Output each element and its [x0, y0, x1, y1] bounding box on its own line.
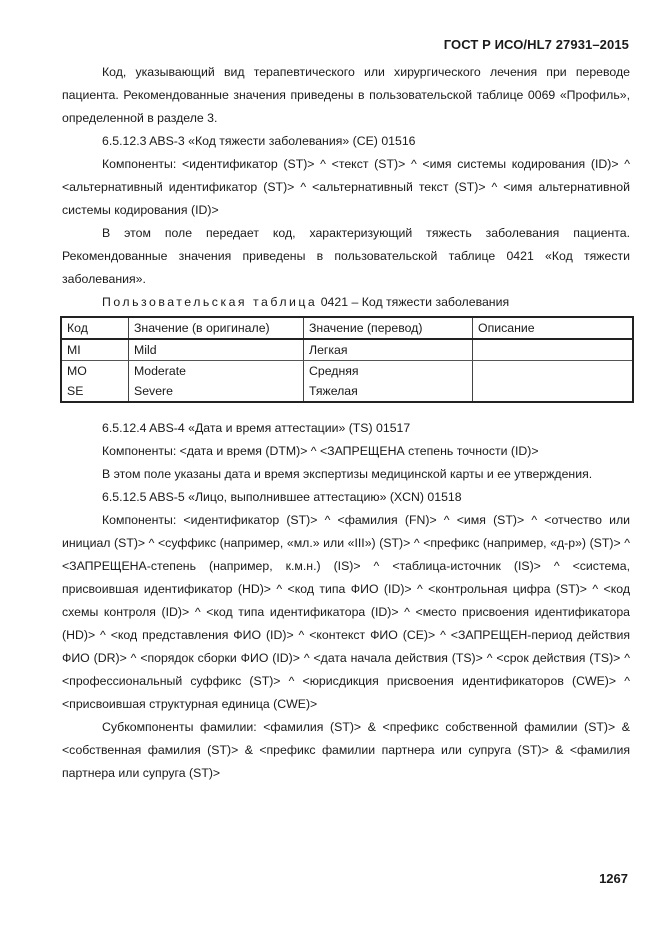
page-number: 1267 — [599, 871, 628, 886]
table-row — [61, 339, 633, 361]
cell-code: MO — [61, 361, 129, 382]
paragraph-abs3-description: В этом поле передает код, характеризующий тяжесть заболевания пациента. Рекомендованные значения приведены в пользовательской таблице 0421 «Код тяжести заболевания». — [62, 226, 630, 286]
paragraph-transfer-code: Код, указывающий вид терапевтического или хирургического лечения при переводе пациента. Рекомендованные значения приведены в пользовательской таблице 0069 «Профиль», определенной в разделе 3. — [62, 65, 630, 125]
section-heading-abs5: 6.5.12.5 ABS-5 «Лицо, выполнившее аттестацию» (XCN) 01518 — [102, 490, 462, 504]
cell-original-value: Moderate — [129, 361, 304, 382]
cell-translated-value: Тяжелая — [304, 381, 473, 402]
section-heading-abs4: 6.5.12.4 ABS-4 «Дата и время аттестации» (TS) 01517 — [102, 421, 411, 435]
table-caption — [62, 291, 630, 314]
cell-original-value: Severe — [129, 381, 304, 402]
cell-description — [473, 381, 634, 402]
cell-description — [473, 339, 634, 361]
column-header-translated-value: Значение (перевод) — [304, 317, 473, 339]
standard-header: ГОСТ Р ИСО/HL7 27931–2015 — [443, 37, 629, 52]
cell-translated-value: Средняя — [304, 361, 473, 382]
cell-original-value: Mild — [129, 339, 304, 361]
table-row — [61, 381, 633, 402]
table-header-row — [61, 317, 633, 339]
paragraph-abs4-description: В этом поле указаны дата и время экспертизы медицинской карты и ее утверждения. — [102, 467, 593, 481]
column-header-code: Код — [61, 317, 129, 339]
paragraph-abs5-components: Компоненты: <идентификатор (ST)> ^ <фамилия (FN)> ^ <имя (ST)> ^ <отчество или инициал (ST)> ^ <суффикс (например, «мл.» или «III») (ST)> ^ <префикс (например, «д-р») (ST)> ^ <ЗАПРЕЩЕНА-степень (например, к.м.н.) (IS)> ^ <таблица-источник (IS)> ^ <система, присвоившая идентификатор (HD)> ^ <код типа ФИО (ID)> ^ <контрольная цифра (ST)> ^ <код схемы контроля (ID)> ^ <код типа идентификатора (ID)> ^ <место присвоения идентификатора (HD)> ^ <код представления ФИО (ID)> ^ <контекст ФИО (CE)> ^ <ЗАПРЕЩЕН-период действия ФИО (DR)> ^ <порядок сборки ФИО (ID)> ^ <дата начала действия (TS)> ^ <срок действия (TS)> ^ <профессиональный суффикс (ST)> ^ <юрисдикция присвоения идентификаторов (CWE)> ^ <присвоившая структурная единица (CWE)> — [62, 513, 630, 711]
table-caption-title: 0421 – Код тяжести заболевания — [320, 295, 510, 309]
cell-code: SE — [61, 381, 129, 402]
table-row — [61, 361, 633, 382]
column-header-original-value: Значение (в оригинале) — [129, 317, 304, 339]
cell-translated-value: Легкая — [304, 339, 473, 361]
column-header-description: Описание — [473, 317, 634, 339]
page-content — [62, 61, 630, 785]
cell-description — [473, 361, 634, 382]
section-heading-abs3: 6.5.12.3 ABS-3 «Код тяжести заболевания» (CE) 01516 — [102, 134, 416, 148]
paragraph-abs4-components: Компоненты: <дата и время (DTM)> ^ <ЗАПРЕЩЕНА степень точности (ID)> — [102, 444, 539, 458]
paragraph-abs3-components: Компоненты: <идентификатор (ST)> ^ <текст (ST)> ^ <имя системы кодирования (ID)> ^ <альтернативный идентификатор (ST)> ^ <альтернативный текст (ST)> ^ <имя альтернативной системы кодирования (ID)> — [62, 157, 630, 217]
severity-code-table — [60, 316, 634, 403]
table-caption-label: Пользовательская таблица — [102, 295, 318, 309]
paragraph-surname-subcomponents: Субкомпоненты фамилии: <фамилия (ST)> & <префикс собственной фамилии (ST)> & <собственная фамилия (ST)> & <префикс фамилии партнера или супруга (ST)> & <фамилия партнера или супруга (ST)> — [62, 720, 630, 780]
cell-code: MI — [61, 339, 129, 361]
